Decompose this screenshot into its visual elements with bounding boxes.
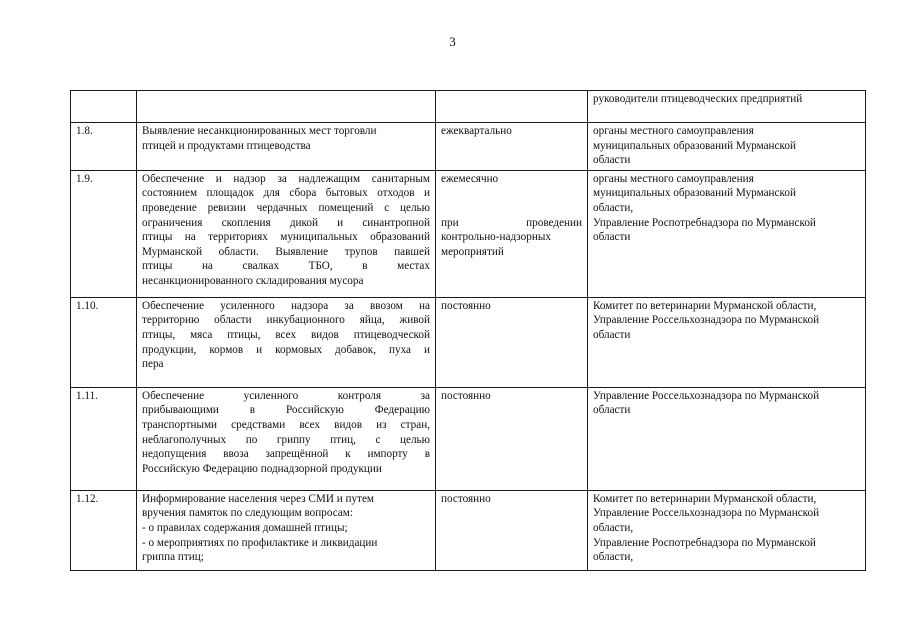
measure-line: несанкционированного складирования мусора [142,274,364,287]
measure-line: Обеспечение усиленного контроля за [142,389,430,402]
measure-cell [137,490,436,570]
measure-line: недопущения ввоза запрещённой к импорту в [142,448,430,461]
row-number: 1.11. [71,387,137,490]
measure-line: - о мероприятиях по профилактике и ликвидации [142,536,378,549]
frequency-line: мероприятий [441,245,504,258]
frequency-cell [436,123,588,171]
responsible-line: области, [593,201,634,214]
responsible-line: Управление Россельхознадзора по Мурманской [593,314,820,327]
measure-cell [137,387,436,490]
measure-line: пера [142,358,164,371]
table-row [71,297,866,387]
responsible-line: Управление Россельхознадзора по Мурманской [593,389,820,402]
frequency-cell [436,297,588,387]
measure-line: неблагополучных по гриппу птиц, с целью [142,433,430,446]
measure-line: ограничения скопления дикой и синантропной [142,216,430,229]
responsible-cell [588,170,866,297]
measure-line: вручения памяток по следующим вопросам: [142,507,353,520]
measure-line: птицы на свалках ТБО, в местах [142,260,430,273]
frequency-line: постоянно [441,492,491,505]
measure-cell [137,123,436,171]
row-number [71,91,137,123]
measure-line: птицей и продуктами птицеводства [142,139,311,152]
responsible-line: органы местного самоуправления [593,172,754,185]
frequency-cell [436,387,588,490]
measure-line: гриппа птиц; [142,551,204,564]
responsible-line: области [593,231,631,244]
row-number: 1.8. [71,123,137,171]
measure-cell [137,170,436,297]
responsible-line: области, [593,521,634,534]
responsible-line: муниципальных образований Мурманской [593,187,796,200]
frequency-line: при проведении [441,216,582,229]
responsible-line: области [593,404,631,417]
frequency-line: постоянно [441,389,491,402]
measure-line: птицы на территориях муниципальных образований [142,231,430,244]
table-row [71,170,866,297]
frequency-line: контрольно-надзорных [441,231,551,244]
measures-table [70,90,866,571]
measure-line: Обеспечение и надзор за надлежащим санитарным [142,172,430,185]
responsible-cell [588,91,866,123]
measure-line: Мурманской области. Выявление трупов павшей [142,245,430,258]
frequency-cell [436,170,588,297]
table-row [71,91,866,123]
row-number: 1.9. [71,170,137,297]
responsible-line: органы местного самоуправления [593,125,754,137]
table-row [71,387,866,490]
frequency-line: постоянно [441,299,491,312]
responsible-line: Управление Роспотребнадзора по Мурманской [593,536,816,549]
measure-line: территорию области инкубационного яйца, живой [142,314,430,327]
responsible-cell [588,387,866,490]
frequency-line: ежемесячно [441,172,499,185]
measure-cell [137,297,436,387]
responsible-line: Комитет по ветеринарии Мурманской области, [593,492,817,505]
responsible-line: руководители птицеводческих предприятий [593,93,803,105]
row-number: 1.10. [71,297,137,387]
frequency-cell [436,490,588,570]
responsible-line: Управление Россельхознадзора по Мурманской [593,507,820,520]
responsible-line: области [593,154,631,167]
measure-line: Российскую Федерацию поднадзорной продукции [142,462,382,475]
row-number: 1.12. [71,490,137,570]
responsible-line: области [593,328,631,341]
table-row [71,123,866,171]
measure-line: прибывающими в Российскую Федерацию [142,404,430,417]
measure-line: проведение ревизии чердачных помещений с целью [142,201,430,214]
responsible-line: муниципальных образований Мурманской [593,139,796,152]
responsible-cell [588,123,866,171]
responsible-line: Управление Роспотребнадзора по Мурманской [593,216,816,229]
table-row [71,490,866,570]
responsible-cell [588,490,866,570]
measure-line: состоянием площадок для сбора бытовых отходов и [142,187,430,200]
frequency-line [441,186,582,201]
measure-line: Выявление несанкционированных мест торговли [142,125,377,137]
measure-line: птицы, мяса птицы, всех видов птицеводческой [142,328,430,341]
page-number: 3 [449,34,456,49]
responsible-cell [588,297,866,387]
measure-line: Информирование населения через СМИ и путем [142,492,374,505]
measure-line: - о правилах содержания домашней птицы; [142,521,348,534]
frequency-line [441,201,582,216]
measure-line: продукции, кормов и кормовых добавок, пуха и [142,343,430,356]
frequency-line: ежеквартально [441,125,512,137]
responsible-line: Комитет по ветеринарии Мурманской области, [593,299,817,312]
measure-cell [137,91,436,123]
frequency-cell [436,91,588,123]
responsible-line: области, [593,551,634,564]
measure-line: транспортными средствами всех видов из стран, [142,418,430,431]
measure-line: Обеспечение усиленного надзора за ввозом на [142,299,430,312]
